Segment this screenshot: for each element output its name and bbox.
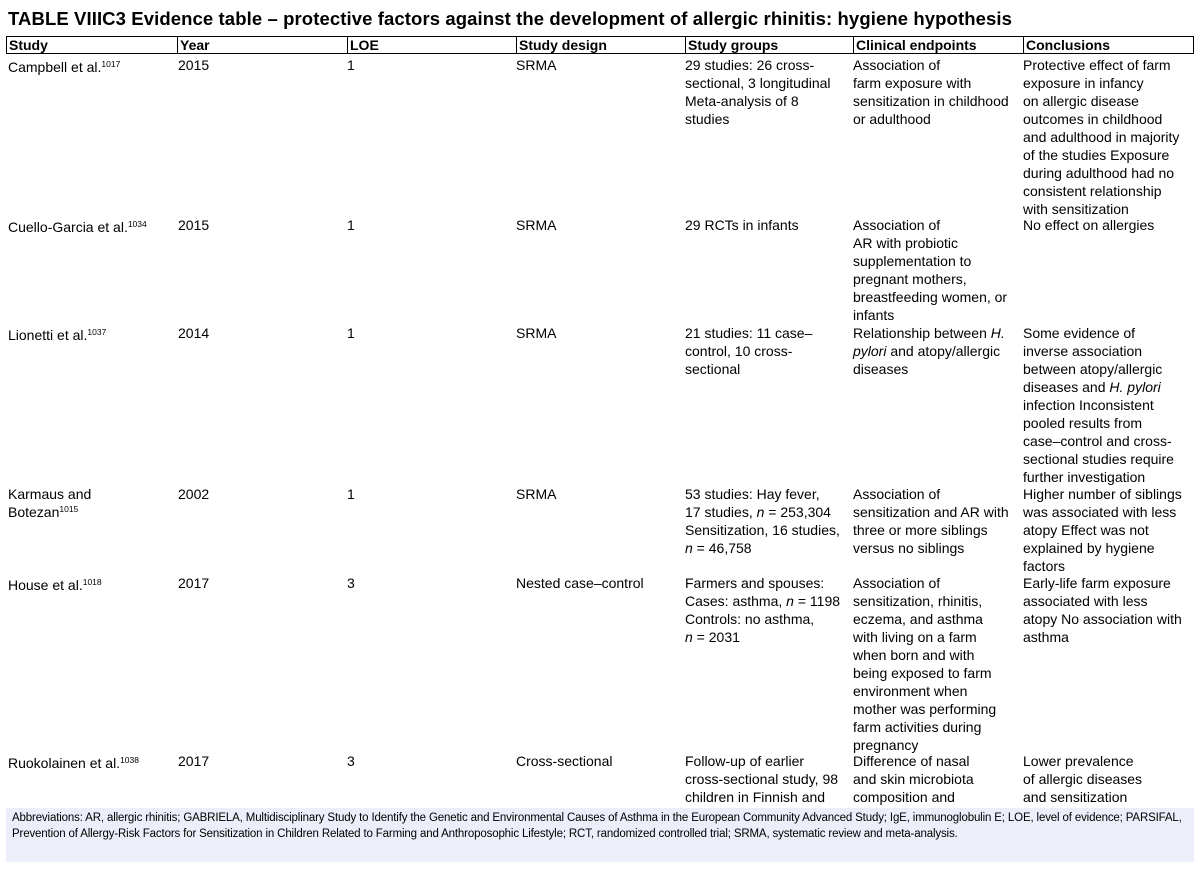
cell-study-groups: 29 studies: 26 cross- sectional, 3 longitudinal Meta-analysis of 8 studies	[685, 57, 831, 127]
cell-year: 2014	[178, 325, 210, 341]
header-year: Year	[177, 37, 347, 53]
cell-study-groups: Follow-up of earlier cross-sectional study, 98 children in Finnish and	[685, 753, 839, 805]
cell-study-design: SRMA	[516, 57, 557, 73]
header-conclusions: Conclusions	[1023, 37, 1193, 53]
table-body	[0, 56, 1200, 808]
cell-loe: 1	[347, 325, 355, 341]
cell-clinical-endpoints: Association of farm exposure with sensitization in childhood or adulthood	[853, 57, 1009, 127]
cell-study: Cuello-Garcia et al.$^{1034}$	[8, 219, 147, 235]
cell-study-design: SRMA	[516, 325, 557, 341]
header-loe: LOE	[347, 37, 516, 53]
cell-clinical-endpoints: Difference of nasal and skin microbiota composition and	[853, 753, 974, 805]
cell-study: Campbell et al.$^{1017}$	[8, 59, 121, 75]
cell-study-design: SRMA	[516, 486, 557, 502]
cell-study-groups: Farmers and spouses: Cases: asthma, n = 1198 Controls: no asthma, n = 2031	[685, 575, 841, 645]
cell-year: 2002	[178, 486, 210, 502]
cell-study: Lionetti et al.$^{1037}$	[8, 327, 107, 343]
cell-conclusions: Lower prevalence of allergic diseases and sensitization	[1023, 753, 1143, 805]
cell-study-design: Nested case–control	[516, 575, 644, 591]
cell-clinical-endpoints: Association of sensitization and AR with three or more siblings versus no siblings	[853, 486, 1009, 556]
cell-clinical-endpoints: Relationship between H. pylori and atopy/allergic diseases	[853, 325, 1005, 377]
cell-study-groups: 21 studies: 11 case– control, 10 cross- sectional	[685, 325, 813, 377]
header-study: Study	[9, 37, 48, 53]
header-study-design: Study design	[516, 37, 685, 53]
cell-study: Ruokolainen et al.$^{1038}$	[8, 755, 139, 771]
cell-conclusions: Early-life farm exposure associated with less atopy No association with asthma	[1023, 575, 1182, 645]
cell-loe: 1	[347, 217, 355, 233]
cell-conclusions: No effect on allergies	[1023, 217, 1155, 233]
cell-year: 2015	[178, 57, 210, 73]
cell-study-groups: 29 RCTs in infants	[685, 217, 799, 233]
header-study-groups: Study groups	[685, 37, 853, 53]
table-header	[6, 36, 1194, 54]
table-footnote: Abbreviations: AR, allergic rhinitis; GABRIELA, Multidisciplinary Study to Identify the Genetic and Environmental Causes of Asthma in the European Community Advanced Study; IgE, immunoglobulin E; LOE, level of evidence; PARSIFAL, Prevention of Allergy-Risk Factors for Sensitization in Children Related to Farming and Anthroposophic Lifestyle; RCT, randomized controlled trial; SRMA, systematic review and meta-analysis.	[6, 808, 1194, 862]
cell-study-groups: 53 studies: Hay fever, 17 studies, n = 253,304 Sensitization, 16 studies, n = 46,758	[685, 486, 840, 556]
cell-conclusions: Some evidence of inverse association between atopy/allergic diseases and H. pylori infection Inconsistent pooled results from case–control and cross- sectional studies require further investigation	[1023, 325, 1174, 485]
cell-study-design: Cross-sectional	[516, 753, 613, 769]
table-title: TABLE VIIIC3 Evidence table – protective factors against the development of allergic rhinitis: hygiene hypothesis	[8, 8, 1013, 29]
cell-year: 2017	[178, 753, 210, 769]
cell-conclusions: Protective effect of farm exposure in infancy on allergic disease outcomes in childhood and adulthood in majority of the studies Exposure during adulthood had no consistent relationship with sensitization	[1023, 57, 1180, 217]
cell-loe: 3	[347, 575, 355, 591]
cell-year: 2017	[178, 575, 210, 591]
cell-study-design: SRMA	[516, 217, 557, 233]
cell-clinical-endpoints: Association of AR with probiotic supplementation to pregnant mothers, breastfeeding women, or infants	[853, 217, 1008, 323]
cell-clinical-endpoints: Association of sensitization, rhinitis, eczema, and asthma with living on a farm when born and with being exposed to farm environment when mother was performing farm activities during pregnancy	[853, 575, 997, 753]
cell-study: Karmaus and Botezan$^{1015}$	[8, 486, 92, 520]
header-clinical-endpoints: Clinical endpoints	[853, 37, 1023, 53]
cell-loe: 1	[347, 57, 355, 73]
cell-loe: 3	[347, 753, 355, 769]
cell-year: 2015	[178, 217, 210, 233]
cell-conclusions: Higher number of siblings was associated with less atopy Effect was not explained by hygiene factors	[1023, 486, 1182, 574]
cell-loe: 1	[347, 486, 355, 502]
cell-study: House et al.$^{1018}$	[8, 577, 102, 593]
